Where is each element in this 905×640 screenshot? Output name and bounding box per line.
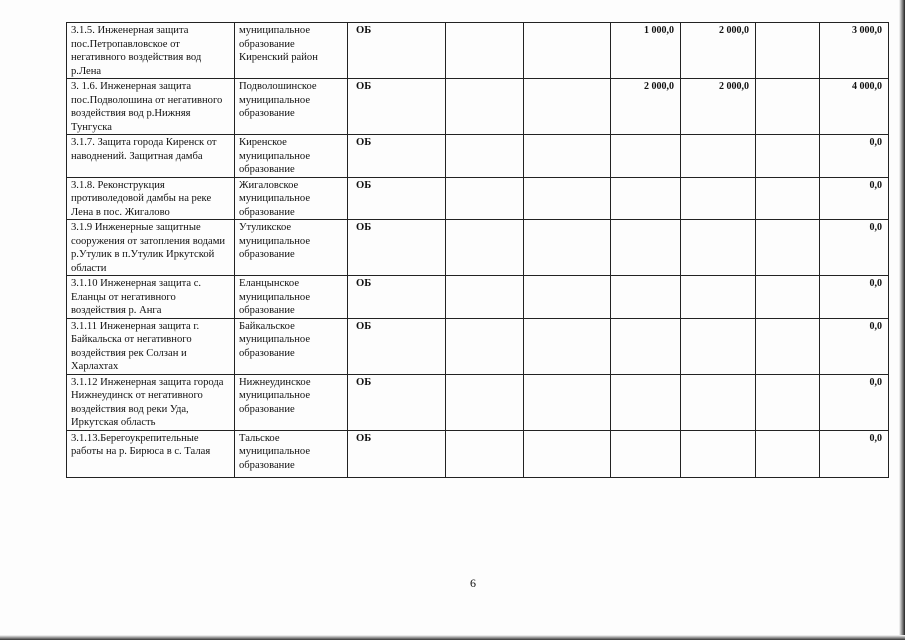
row-value-cell-1 bbox=[446, 276, 524, 319]
row-value-cell-5 bbox=[756, 276, 820, 319]
row-value-cell-2 bbox=[524, 276, 611, 319]
table-row bbox=[67, 430, 889, 477]
row-value-cell-3: 1 000,0 bbox=[611, 23, 681, 79]
row-value-cell-4 bbox=[681, 177, 756, 220]
row-source-cell: ОБ bbox=[348, 177, 446, 220]
row-value-cell-1 bbox=[446, 135, 524, 178]
table-row bbox=[67, 135, 889, 178]
row-value-cell-1 bbox=[446, 318, 524, 374]
row-value-cell-4 bbox=[681, 276, 756, 319]
row-value-cell-4 bbox=[681, 220, 756, 276]
row-source-cell: ОБ bbox=[348, 220, 446, 276]
row-entity-cell: Киренское муниципальное образование bbox=[235, 135, 348, 178]
row-total-cell: 0,0 bbox=[820, 177, 889, 220]
row-source-cell: ОБ bbox=[348, 135, 446, 178]
scan-edge-bottom bbox=[0, 635, 905, 640]
row-value-cell-5 bbox=[756, 135, 820, 178]
row-source-cell: ОБ bbox=[348, 318, 446, 374]
row-name-cell: 3.1.9 Инженерные защитные сооружения от затопления водами р.Утулик в п.Утулик Иркутской области bbox=[67, 220, 235, 276]
row-value-cell-5 bbox=[756, 430, 820, 477]
row-value-cell-4 bbox=[681, 430, 756, 477]
row-source-cell: ОБ bbox=[348, 374, 446, 430]
page-number: 6 bbox=[470, 576, 476, 590]
row-value-cell-3 bbox=[611, 374, 681, 430]
row-value-cell-2 bbox=[524, 135, 611, 178]
table-row bbox=[67, 79, 889, 135]
row-value-cell-3 bbox=[611, 177, 681, 220]
row-name-cell: 3.1.12 Инженерная защита города Нижнеудинск от негативного воздействия вод реки Уда, Иркутская область bbox=[67, 374, 235, 430]
row-name-cell: 3.1.13.Берегоукрепительные работы на р. Бирюса в с. Талая bbox=[67, 430, 235, 477]
row-entity-cell: Байкальское муниципальное образование bbox=[235, 318, 348, 374]
row-value-cell-1 bbox=[446, 430, 524, 477]
row-entity-cell: Жигаловское муниципальное образование bbox=[235, 177, 348, 220]
row-value-cell-5 bbox=[756, 318, 820, 374]
row-total-cell: 0,0 bbox=[820, 318, 889, 374]
table-row bbox=[67, 318, 889, 374]
row-value-cell-5 bbox=[756, 79, 820, 135]
row-source-cell: ОБ bbox=[348, 430, 446, 477]
row-value-cell-5 bbox=[756, 177, 820, 220]
row-name-cell: 3.1.8. Реконструкция противоледовой дамбы на реке Лена в пос. Жигалово bbox=[67, 177, 235, 220]
table-row bbox=[67, 23, 889, 79]
row-value-cell-3 bbox=[611, 430, 681, 477]
row-source-cell: ОБ bbox=[348, 79, 446, 135]
row-value-cell-4: 2 000,0 bbox=[681, 79, 756, 135]
row-value-cell-1 bbox=[446, 220, 524, 276]
row-total-cell: 0,0 bbox=[820, 374, 889, 430]
row-entity-cell: Тальское муниципальное образование bbox=[235, 430, 348, 477]
row-total-cell: 3 000,0 bbox=[820, 23, 889, 79]
row-total-cell: 0,0 bbox=[820, 135, 889, 178]
row-name-cell: 3.1.10 Инженерная защита с. Еланцы от негативного воздействия р. Анга bbox=[67, 276, 235, 319]
row-value-cell-3 bbox=[611, 220, 681, 276]
row-name-cell: 3.1.11 Инженерная защита г. Байкальска от негативного воздействия рек Солзан и Харлахтах bbox=[67, 318, 235, 374]
row-value-cell-1 bbox=[446, 177, 524, 220]
row-value-cell-1 bbox=[446, 23, 524, 79]
row-value-cell-2 bbox=[524, 374, 611, 430]
row-entity-cell: муниципальное образование Киренский район bbox=[235, 23, 348, 79]
row-name-cell: 3.1.7. Защита города Киренск от наводнений. Защитная дамба bbox=[67, 135, 235, 178]
row-entity-cell: Утуликское муниципальное образование bbox=[235, 220, 348, 276]
row-value-cell-4 bbox=[681, 135, 756, 178]
row-entity-cell: Нижнеудинское муниципальное образование bbox=[235, 374, 348, 430]
row-value-cell-4 bbox=[681, 318, 756, 374]
row-value-cell-2 bbox=[524, 220, 611, 276]
row-source-cell: ОБ bbox=[348, 276, 446, 319]
row-value-cell-5 bbox=[756, 374, 820, 430]
table-row bbox=[67, 177, 889, 220]
row-value-cell-3 bbox=[611, 276, 681, 319]
row-total-cell: 0,0 bbox=[820, 430, 889, 477]
row-source-cell: ОБ bbox=[348, 23, 446, 79]
row-value-cell-4 bbox=[681, 374, 756, 430]
row-total-cell: 0,0 bbox=[820, 220, 889, 276]
row-value-cell-5 bbox=[756, 220, 820, 276]
row-value-cell-5 bbox=[756, 23, 820, 79]
row-value-cell-1 bbox=[446, 374, 524, 430]
row-name-cell: 3. 1.6. Инженерная защита пос.Подволошина от негативного воздействия вод р.Нижняя Тунгуска bbox=[67, 79, 235, 135]
row-value-cell-2 bbox=[524, 79, 611, 135]
row-value-cell-2 bbox=[524, 318, 611, 374]
row-value-cell-3: 2 000,0 bbox=[611, 79, 681, 135]
row-value-cell-1 bbox=[446, 79, 524, 135]
table-row bbox=[67, 220, 889, 276]
table-row bbox=[67, 276, 889, 319]
row-value-cell-2 bbox=[524, 430, 611, 477]
row-value-cell-3 bbox=[611, 135, 681, 178]
row-total-cell: 0,0 bbox=[820, 276, 889, 319]
row-value-cell-2 bbox=[524, 177, 611, 220]
row-entity-cell: Еланцынское муниципальное образование bbox=[235, 276, 348, 319]
row-value-cell-2 bbox=[524, 23, 611, 79]
row-entity-cell: Подволошинское муниципальное образование bbox=[235, 79, 348, 135]
row-total-cell: 4 000,0 bbox=[820, 79, 889, 135]
scan-edge-right bbox=[899, 0, 905, 640]
funding-table bbox=[66, 22, 889, 478]
row-name-cell: 3.1.5. Инженерная защита пос.Петропавловское от негативного воздействия вод р.Лена bbox=[67, 23, 235, 79]
row-value-cell-3 bbox=[611, 318, 681, 374]
row-value-cell-4: 2 000,0 bbox=[681, 23, 756, 79]
table-row bbox=[67, 374, 889, 430]
